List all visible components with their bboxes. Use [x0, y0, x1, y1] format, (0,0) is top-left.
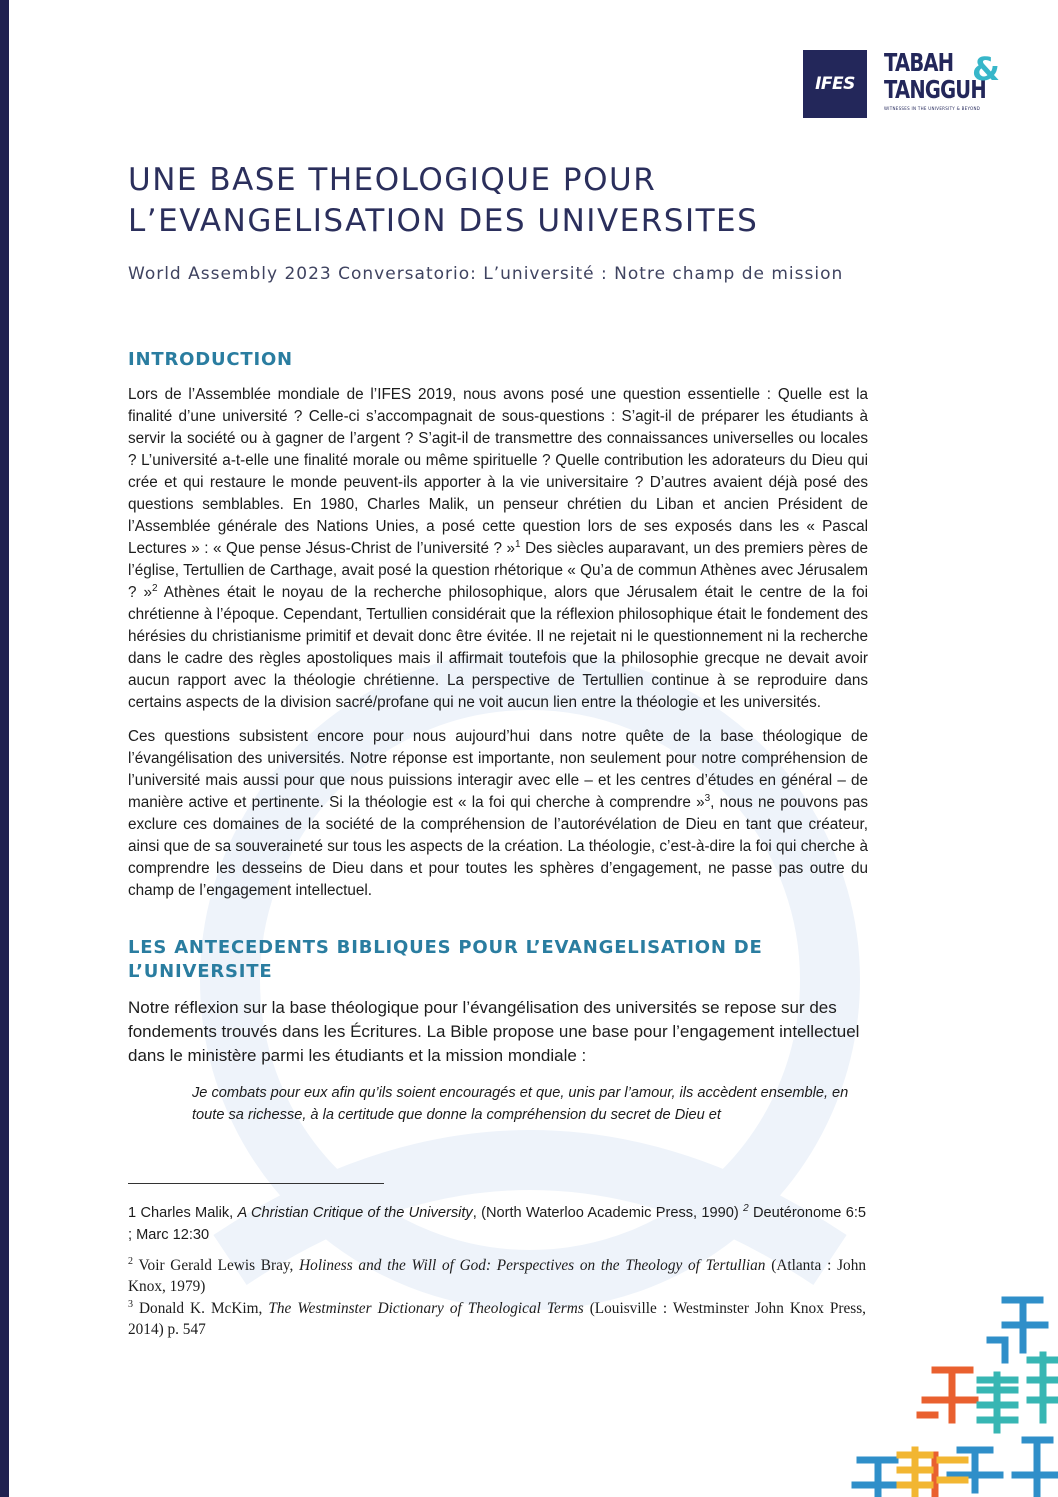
- footnote-1: 1 Charles Malik, A Christian Critique of the University, (North Waterloo Academic Press, 1990) $^2$ Deutéronome 6:5 ; Marc 12:30: [128, 1203, 867, 1243]
- footnote-divider: [128, 1183, 384, 1184]
- scripture-quote: Je combats pour eux afin qu’ils soient encouragés et que, unis par l’amour, ils accèdent ensemble, en toute sa richesse, à la certitude que donne la compréhension du secret de Dieu et: [192, 1085, 849, 1123]
- page-title: UNE BASE THEOLOGIQUE POUR L’EVANGELISATION DES UNIVERSITES: [128, 162, 759, 239]
- introduction-paragraph-1: Lors de l’Assemblée mondiale de l’IFES 2019, nous avons posé une question essentielle : Quelle est la finalité d’une université ? Celle-ci s’accompagnait de sous-questions : S’agit-il de préparer les étudiants à servir la société ou à gagner de l’argent ? S’agit-il de transmettre des connaissances universelles ou locales ? L’université a-t-elle une finalité morale ou même spirituelle ? Quelle contribution les adorateurs du Dieu qui crée et qui restaure le monde peuvent-ils apporter à la vie universitaire ? D’autres avaient déjà posé des questions semblables. En 1980, Charles Malik, un penseur chrétien du Liban et ancien Président de l’Assemblée générale des Nations Unies, a posé cette question lors de ses exposés dans les « Pascal Lectures » : « Que pense Jésus-Christ de l’université ? »$^1$ Des siècles auparavant, un des premiers pères de l’église, Tertullien de Carthage, avait posé la question rhétorique « Qu’a de commun Athènes avec Jérusalem ? »$^2$ Athènes était le noyau de la recherche philosophique, alors que Jérusalem était le centre de la foi chrétienne à l’époque. Cependant, Tertullien considérait que la réflexion philosophique était le fondement des hérésies du christianisme primitif et devait donc être évitée. Il ne rejetait ni le questionnement ni la recherche dans le cadre des règles apostoliques mais il affirmait toutefois que la philosophie grecque ne devait avoir aucun rapport avec la théologie chrétienne. La perspective de Tertullien continue à se reproduire dans certains aspects de la division sacré/profane qui ne voit aucun lien entre la théologie et les universités.: [128, 386, 868, 711]
- subtitle: World Assembly 2023 Conversatorio: L’université : Notre champ de mission: [128, 264, 844, 284]
- introduction-paragraph-2: Ces questions subsistent encore pour nous aujourd’hui dans notre quête de la base théologique de l’évangélisation des universités. Notre réponse est importante, non seulement pour notre compréhension de l’université mais aussi pour que nous puissions interagir avec elle – et les centres d’études en général – de manière active et pertinente. Si la théologie est « la foi qui cherche à comprendre »$^3$, nous ne pouvons pas exclure ces domaines de la société de la compréhension de l’autorévélation de Dieu en tant que créateur, ainsi que de sa souveraineté sur tous les aspects de la création. La théologie, c’est-à-dire la foi qui cherche à comprendre les desseins de Dieu dans et pour toutes les sphères d’engagement, ne passe pas outre du champ de l’engagement intellectuel.: [128, 728, 868, 899]
- main-content: [128, 160, 868, 1126]
- footnote-3: $^3$ Donald K. McKim, The Westminster Dictionary of Theological Terms (Louisville : Westminster John Knox Press, 2014) p. 547: [128, 1298, 866, 1338]
- decorative-pattern: [840, 1290, 1058, 1497]
- footnote-2: $^2$ Voir Gerald Lewis Bray, Holiness and the Will of God: Perspectives on the Theology of Tertullian (Atlanta : John Knox, 1979): [128, 1255, 866, 1295]
- ifes-logo: IFES: [803, 50, 867, 118]
- antecedents-heading: LES ANTECEDENTS BIBLIQUES POUR L’EVANGELISATION DE L’UNIVERSITE: [128, 937, 763, 982]
- left-accent-bar: [0, 0, 9, 1497]
- ampersand-icon: &: [972, 50, 1000, 88]
- antecedents-paragraph: Notre réflexion sur la base théologique pour l’évangélisation des universités se repose sur des fondements trouvés dans les Écritures. La Bible propose une base pour l’engagement intellectuel dans le ministère parmi les étudiants et la mission mondiale :: [128, 998, 860, 1065]
- tabah-tangguh-logo: TABAH TANGGUH & WITNESSES IN THE UNIVERSITY & BEYOND: [884, 48, 1000, 111]
- introduction-heading: INTRODUCTION: [128, 349, 293, 370]
